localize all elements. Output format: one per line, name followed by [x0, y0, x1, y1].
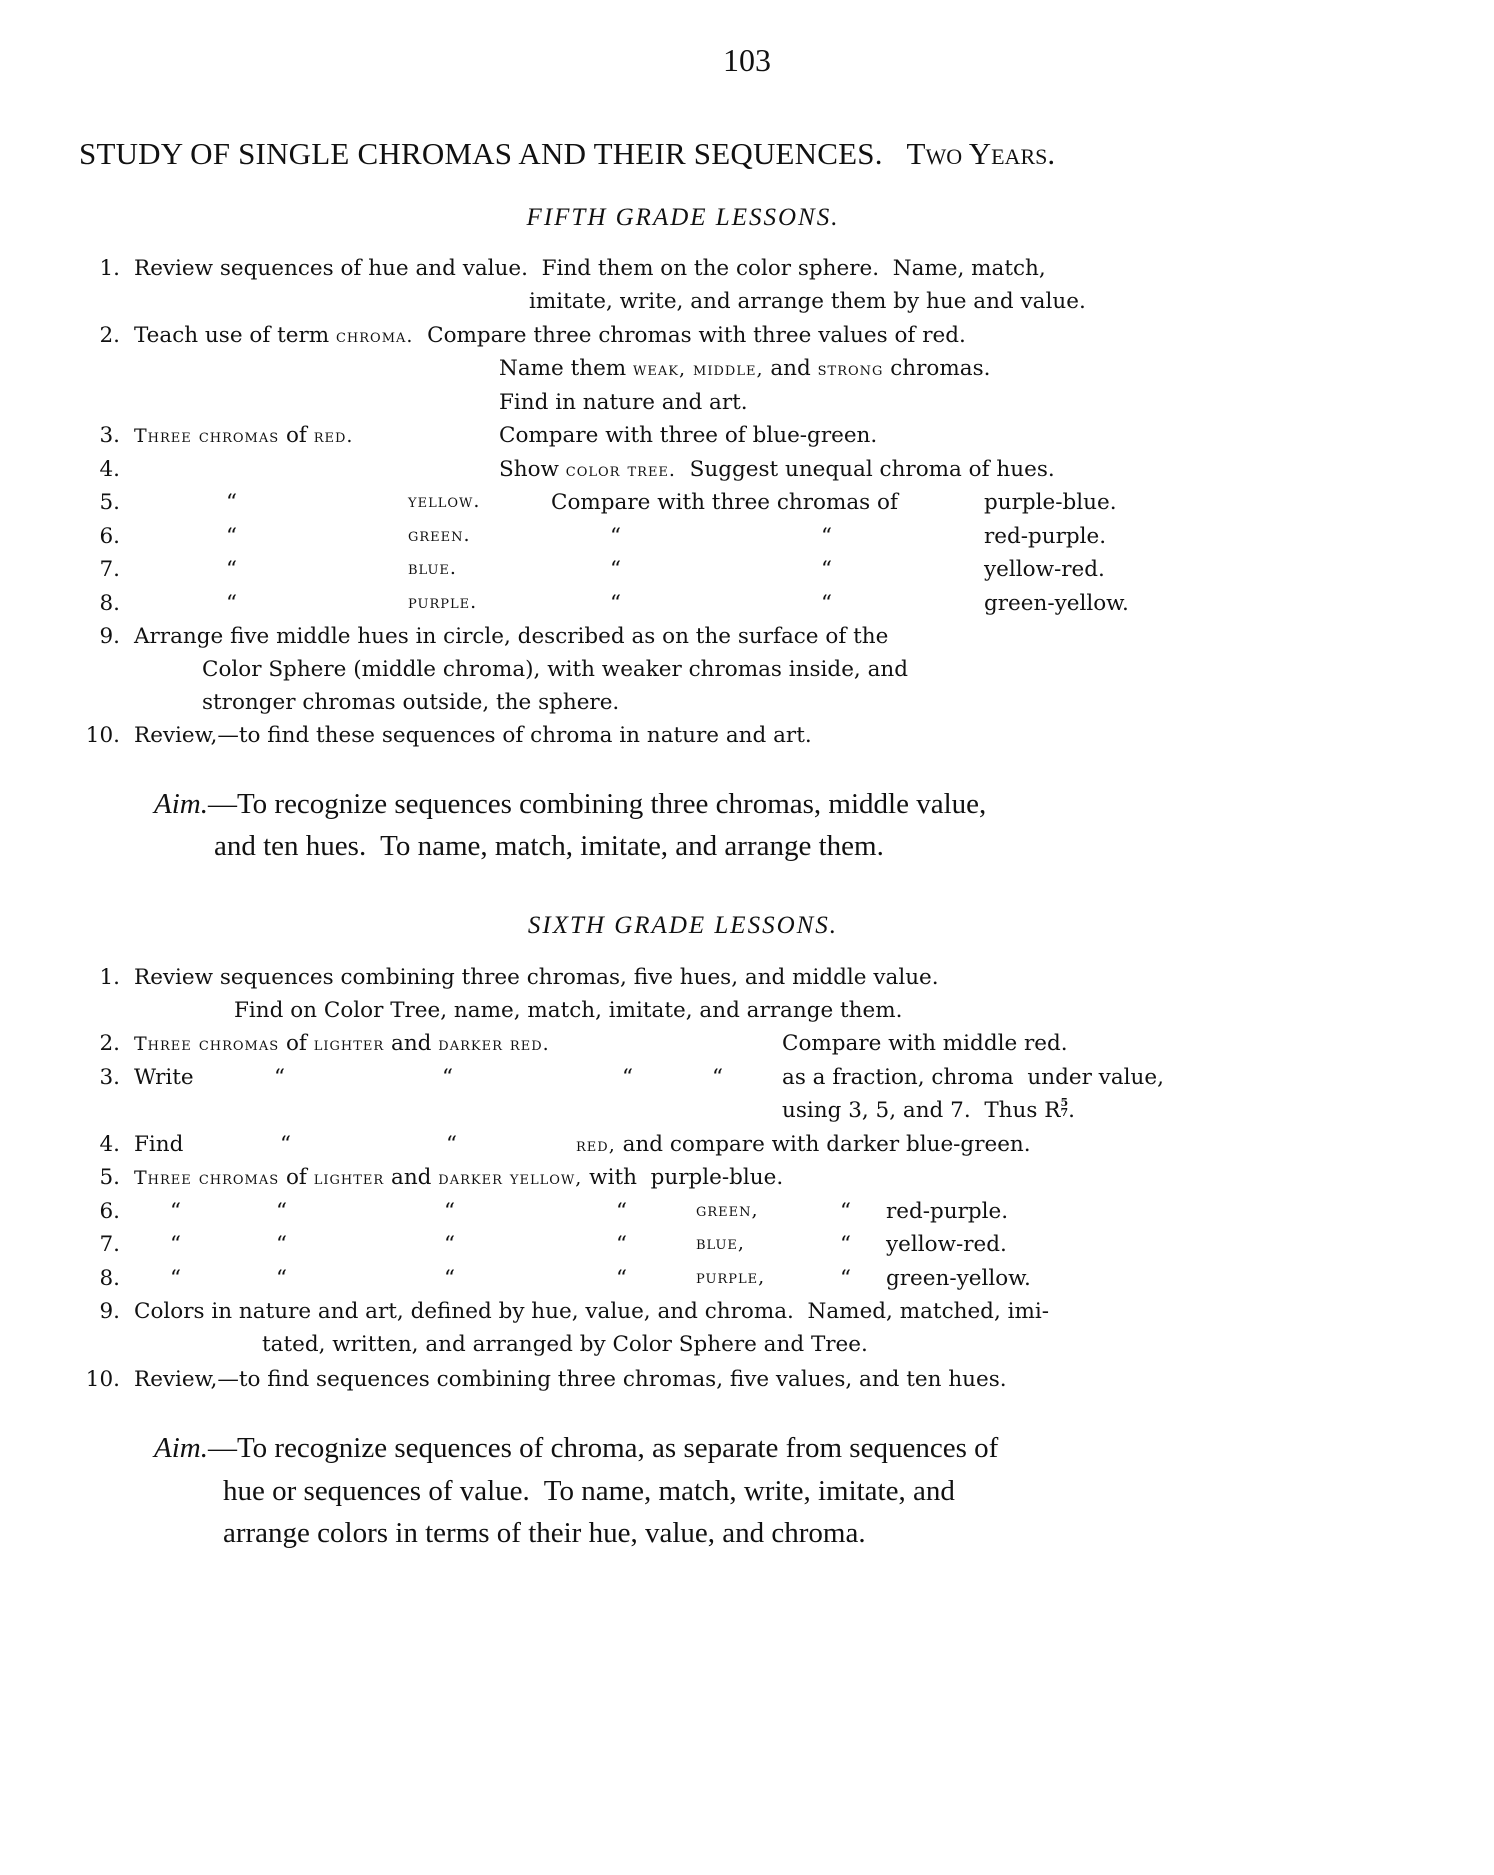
item-text: Name them weak, middle, and strong chromas. — [499, 356, 991, 381]
item-number: 7. — [99, 1232, 120, 1257]
fifth-grade-heading: FIFTH GRADE LESSONS. — [526, 204, 840, 231]
ditto-mark: “ — [226, 490, 237, 515]
aim-line: and ten hues. To name, match, imitate, and arrange them. — [214, 830, 884, 862]
ditto-mark: “ — [622, 1065, 633, 1090]
list-item — [0, 1165, 1494, 1195]
aim-text: —To recognize sequences combining three chromas, middle value, — [207, 788, 987, 820]
list-item — [0, 1031, 1494, 1061]
ditto-mark: “ — [226, 524, 237, 549]
ditto-mark: “ — [616, 1266, 627, 1291]
ditto-mark: “ — [446, 1132, 457, 1157]
ditto-mark: “ — [840, 1199, 851, 1224]
item-text: Review sequences of hue and value. Find them on the color sphere. Name, match, — [134, 256, 1046, 281]
item-text: tated, written, and arranged by Color Sphere and Tree. — [262, 1332, 868, 1357]
ditto-mark: “ — [226, 591, 237, 616]
item-text: using 3, 5, and 7. Thus R 5 7 . — [782, 1096, 1075, 1123]
item-text: red, and compare with darker blue-green. — [576, 1132, 1031, 1157]
aim-line: arrange colors in terms of their hue, value, and chroma. — [223, 1517, 866, 1549]
item-number: 1. — [99, 965, 120, 990]
item-number: 1. — [99, 256, 120, 281]
ditto-mark: “ — [276, 1199, 287, 1224]
list-item — [0, 1299, 1494, 1329]
item-text: Review sequences combining three chromas, five hues, and middle value. — [134, 965, 939, 990]
ditto-mark: “ — [442, 1065, 453, 1090]
ditto-mark: “ — [444, 1232, 455, 1257]
item-text: green-yellow. — [886, 1266, 1031, 1291]
list-item-continued — [0, 657, 1494, 687]
aim-line — [154, 788, 986, 821]
ditto-mark: “ — [610, 557, 621, 582]
list-item — [0, 490, 1494, 520]
list-item — [0, 256, 1494, 286]
list-item-continued — [0, 998, 1494, 1028]
ditto-mark: “ — [274, 1065, 285, 1090]
ditto-mark: “ — [610, 591, 621, 616]
item-number: 3. — [99, 1065, 120, 1090]
item-text: blue, — [696, 1232, 745, 1254]
ditto-mark: “ — [840, 1232, 851, 1257]
item-text: Teach use of term chroma. Compare three chromas with three values of red. — [134, 323, 966, 348]
ditto-mark: “ — [170, 1199, 181, 1224]
item-text: Color Sphere (middle chroma), with weaker chromas inside, and — [202, 657, 909, 682]
item-text: Compare with middle red. — [782, 1031, 1068, 1056]
item-number: 6. — [99, 1199, 120, 1224]
item-number: 3. — [99, 423, 120, 448]
list-item-continued — [0, 1332, 1494, 1362]
item-text: Arrange five middle hues in circle, described as on the surface of the — [134, 624, 889, 649]
item-number: 8. — [99, 591, 120, 616]
ditto-mark: “ — [170, 1266, 181, 1291]
item-text: yellow-red. — [984, 557, 1105, 582]
ditto-mark: “ — [616, 1232, 627, 1257]
item-text: imitate, write, and arrange them by hue and value. — [529, 289, 1086, 314]
item-text: Review,—to find sequences combining three chromas, five values, and ten hues. — [134, 1367, 1007, 1392]
ditto-mark: “ — [840, 1266, 851, 1291]
item-text: Colors in nature and art, defined by hue, value, and chroma. Named, matched, imi- — [134, 1299, 1050, 1324]
item-number: 5. — [99, 490, 120, 515]
item-number: 8. — [99, 1266, 120, 1291]
title-main: STUDY OF SINGLE CHROMAS AND THEIR SEQUENCES. — [79, 136, 883, 171]
item-text: purple, — [696, 1266, 766, 1288]
item-text: stronger chromas outside, the sphere. — [202, 690, 620, 715]
aim-text: —To recognize sequences of chroma, as separate from sequences of — [207, 1432, 999, 1464]
ditto-mark: “ — [276, 1232, 287, 1257]
aim-line — [154, 1432, 998, 1465]
item-number: 6. — [99, 524, 120, 549]
list-item-continued — [0, 356, 1494, 386]
list-item — [0, 1266, 1494, 1296]
ditto-mark: “ — [712, 1065, 723, 1090]
item-number: 2. — [99, 323, 120, 348]
ditto-mark: “ — [170, 1232, 181, 1257]
list-item — [0, 557, 1494, 587]
item-number: 9. — [99, 1299, 120, 1324]
item-number: 7. — [99, 557, 120, 582]
list-item — [0, 423, 1494, 453]
item-number: 10. — [85, 1367, 120, 1392]
list-item — [0, 965, 1494, 995]
list-item — [0, 723, 1494, 753]
item-text: yellow-red. — [886, 1232, 1007, 1257]
item-text: purple-blue. — [984, 490, 1117, 515]
list-item — [0, 524, 1494, 554]
item-text: green. — [408, 524, 471, 546]
item-text: Three chromas of lighter and darker red. — [134, 1031, 550, 1056]
item-text: green, — [696, 1199, 759, 1221]
item-number: 9. — [99, 624, 120, 649]
item-text: green-yellow. — [984, 591, 1129, 616]
page-title — [79, 136, 1055, 172]
ditto-mark: “ — [821, 557, 832, 582]
item-text: purple. — [408, 591, 478, 613]
aim-line: hue or sequences of value. To name, match, write, imitate, and — [223, 1475, 955, 1507]
list-item-continued — [0, 289, 1494, 319]
item-text: Find on Color Tree, name, match, imitate, and arrange them. — [234, 998, 903, 1023]
aim-label: Aim. — [154, 1432, 208, 1464]
list-item — [0, 323, 1494, 353]
title-years: Two Years. — [906, 136, 1056, 171]
item-text: red-purple. — [886, 1199, 1009, 1224]
item-text: Find in nature and art. — [499, 390, 748, 415]
ditto-mark: “ — [616, 1199, 627, 1224]
ditto-mark: “ — [821, 591, 832, 616]
list-item — [0, 624, 1494, 654]
list-item — [0, 1232, 1494, 1262]
ditto-mark: “ — [610, 524, 621, 549]
item-number: 10. — [85, 723, 120, 748]
list-item-continued — [0, 390, 1494, 420]
ditto-mark: “ — [821, 524, 832, 549]
item-text: Write — [134, 1065, 194, 1090]
item-text: as a fraction, chroma under value, — [782, 1065, 1164, 1090]
list-item — [0, 591, 1494, 621]
item-text: Show color tree. Suggest unequal chroma of hues. — [499, 457, 1055, 482]
list-item — [0, 1199, 1494, 1229]
list-item — [0, 1065, 1494, 1095]
page-number: 103 — [723, 42, 771, 78]
item-number: 5. — [99, 1165, 120, 1190]
item-number: 2. — [99, 1031, 120, 1056]
aim-label: Aim. — [154, 788, 208, 820]
item-text: yellow. — [408, 490, 481, 512]
list-item-continued — [0, 690, 1494, 720]
fraction: 5 7 — [1060, 1096, 1069, 1119]
item-text: Three chromas of red. — [134, 423, 354, 448]
list-item — [0, 457, 1494, 487]
ditto-mark: “ — [276, 1266, 287, 1291]
item-text: red-purple. — [984, 524, 1107, 549]
item-text: Three chromas of lighter and darker yellow, with purple-blue. — [134, 1165, 784, 1190]
ditto-mark: “ — [226, 557, 237, 582]
list-item — [0, 1367, 1494, 1397]
item-text: Review,—to find these sequences of chroma in nature and art. — [134, 723, 812, 748]
list-item-continued — [0, 1098, 1494, 1128]
ditto-mark: “ — [444, 1199, 455, 1224]
item-text: blue. — [408, 557, 457, 579]
item-number: 4. — [99, 1132, 120, 1157]
item-text: Compare with three chromas of — [551, 490, 898, 515]
ditto-mark: “ — [444, 1266, 455, 1291]
item-text: Compare with three of blue-green. — [499, 423, 878, 448]
sixth-grade-heading: SIXTH GRADE LESSONS. — [527, 912, 839, 939]
ditto-mark: “ — [280, 1132, 291, 1157]
item-number: 4. — [99, 457, 120, 482]
item-text: Find — [134, 1132, 184, 1157]
list-item — [0, 1132, 1494, 1162]
